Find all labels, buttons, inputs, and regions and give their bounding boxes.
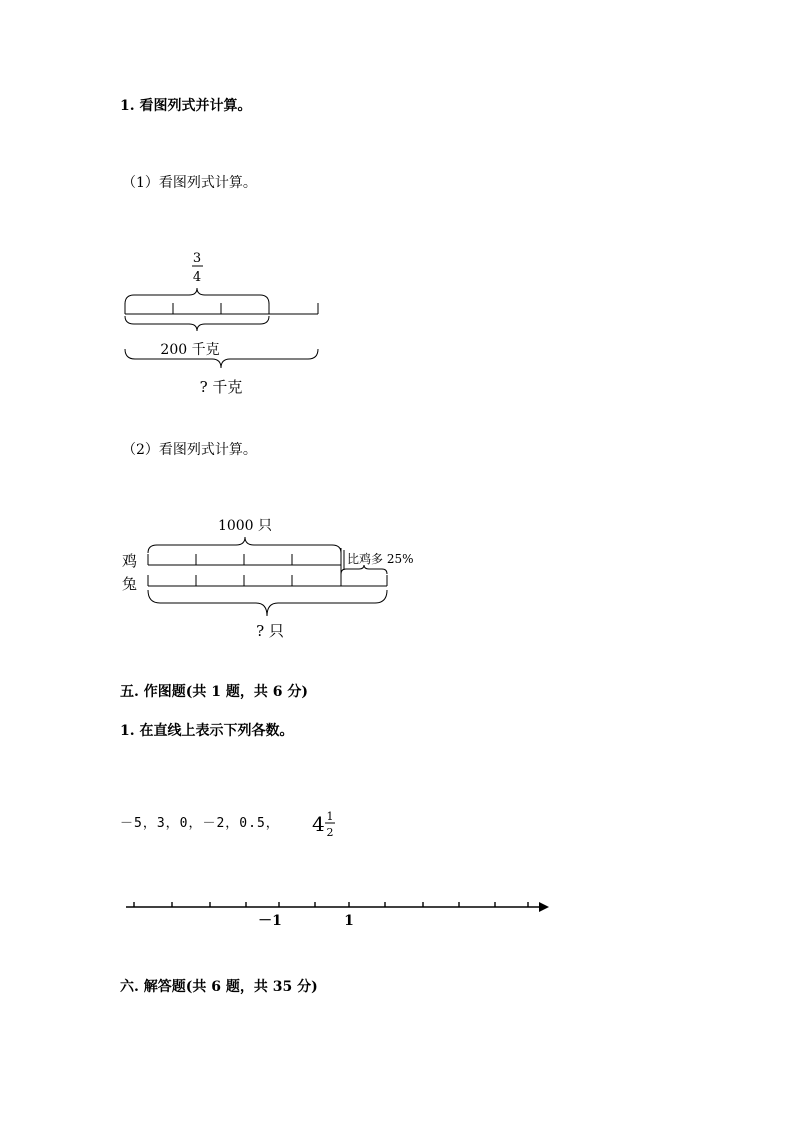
label-total-rabbits: ? 只 [256, 622, 284, 640]
tick-label-neg1: －1 [258, 913, 282, 929]
fraction-numerator: 3 [192, 251, 202, 266]
number-line-arrow [539, 902, 549, 912]
section-5-title: 五. 作图题(共 1 题，共 6 分) [120, 684, 308, 700]
question-1-title: 1. 看图列式并计算。 [120, 98, 252, 114]
row-label-rabbit: 兔 [122, 575, 138, 593]
label-1000: 1000 只 [217, 518, 273, 534]
mixed-number-numerator: 1 [326, 810, 334, 823]
section-6-title: 六. 解答题(共 6 题，共 35 分) [120, 979, 318, 995]
mixed-number-whole: 4 [312, 812, 325, 836]
part-1-heading: （1）看图列式计算。 [122, 175, 257, 191]
part-2-heading: （2）看图列式计算。 [122, 442, 257, 458]
side-label-more: 比鸡多 25% [347, 552, 414, 566]
section-5-question-1: 1. 在直线上表示下列各数。 [120, 723, 294, 739]
row-label-chicken: 鸡 [122, 552, 138, 570]
numbers-list: －5，3，0，－2，0.5， [120, 816, 280, 831]
fraction-denominator: 4 [192, 270, 202, 285]
label-total-kg: ? 千克 [199, 378, 243, 396]
tick-label-pos1: 1 [344, 913, 354, 929]
label-200-kg: 200 千克 [160, 342, 220, 358]
mixed-number-denominator: 2 [326, 826, 334, 839]
